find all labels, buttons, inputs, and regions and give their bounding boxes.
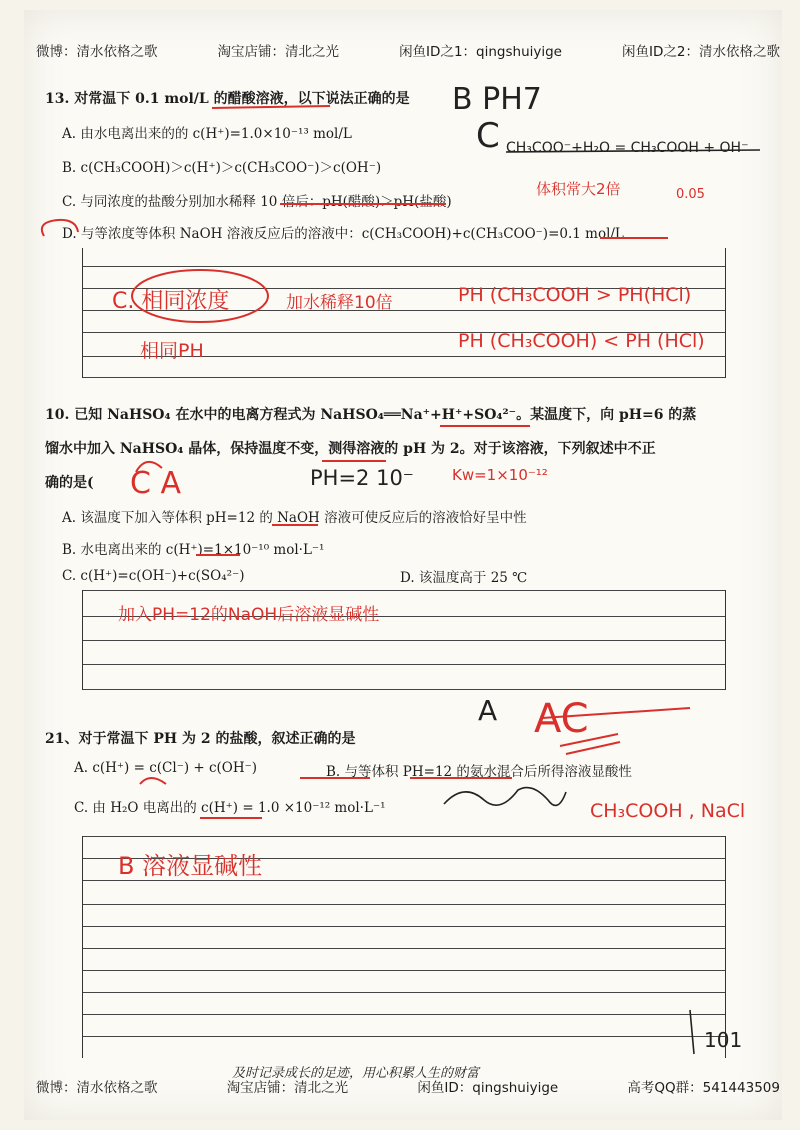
page-mark: 101 (704, 1028, 743, 1052)
q13-stem: 13. 对常温下 0.1 mol/L 的醋酸溶液，以下说法正确的是 (45, 91, 410, 107)
footer-xianyu: 闲鱼ID：qingshuiyige (417, 1080, 559, 1096)
hw-q21-ac: AC (534, 696, 589, 742)
q21-option-c: C. 由 H₂O 电离出的 c(H⁺) = 1.0 ×10⁻¹² mol·L⁻¹ (74, 800, 386, 816)
hw-q13-equation: CH₃COO⁻+H₂O = CH₃COOH + OH⁻ (506, 140, 749, 156)
q10-option-c: C. c(H⁺)=c(OH⁻)+c(SO₄²⁻) (62, 568, 245, 584)
hw-q13-line2-a: 相同PH (140, 340, 204, 362)
header-taobao: 淘宝店铺：清北之光 (217, 44, 340, 60)
footer-qq: 高考QQ群：541443509 (627, 1080, 780, 1096)
q10-option-a: A. 该温度下加入等体积 pH=12 的 NaOH 溶液可使反应后的溶液恰好呈中性 (62, 510, 527, 526)
hw-q13-line1-c: PH (CH₃COOH > PH(HCl) (458, 284, 692, 306)
hw-q13-line2-b: PH (CH₃COOH) < PH (HCl) (458, 330, 705, 352)
q10-option-d: D. 该温度高于 25 ℃ (400, 570, 528, 586)
hw-q13-c: C (476, 116, 500, 156)
hw-q10-ph: PH=2 10⁻ (310, 466, 414, 490)
hw-q13-answer: B PH7 (452, 82, 542, 117)
hw-q13-line1-b: 加水稀释10倍 (286, 293, 393, 313)
footer-weibo: 微博：清水依格之歌 (36, 1080, 158, 1096)
hw-q10-ca: C A (130, 466, 182, 501)
hw-q21-a: A (478, 694, 498, 727)
hw-q10-note: 加入PH=12的NaOH后溶液显碱性 (118, 605, 380, 625)
header-xianyu2: 闲鱼ID之2：清水依格之歌 (622, 44, 780, 60)
hw-q13-note: 体积常大2倍 (536, 180, 621, 198)
header-xianyu1: 闲鱼ID之1：qingshuiyige (399, 44, 562, 60)
hw-q21-mix: CH₃COOH , NaCl (590, 800, 746, 822)
hw-q13-line1-a: C. 相同浓度 (112, 289, 230, 314)
footer-slogan: 及时记录成长的足迹，用心积累人生的财富 (232, 1066, 480, 1081)
q13-option-c: C. 与同浓度的盐酸分别加水稀释 10 倍后：pH(醋酸)＞pH(盐酸) (62, 194, 452, 210)
q13-option-b: B. c(CH₃COOH)＞c(H⁺)＞c(CH₃COO⁻)＞c(OH⁻) (62, 160, 382, 176)
q10-stem-line3: 确的是( (45, 475, 94, 491)
hw-q13-005: 0.05 (676, 187, 705, 202)
q21-option-b: B. 与等体积 PH=12 的氨水混合后所得溶液显酸性 (326, 764, 632, 780)
q13-option-d: D. 与等浓度等体积 NaOH 溶液反应后的溶液中：c(CH₃COOH)+c(CH₃COO⁻)=0.1 mol/L (62, 226, 624, 242)
q13-option-a: A. 由水电离出来的的 c(H⁺)=1.0×10⁻¹³ mol/L (62, 126, 352, 142)
footer-taobao: 淘宝店铺：清北之光 (226, 1080, 349, 1096)
q21-stem: 21、对于常温下 PH 为 2 的盐酸，叙述正确的是 (45, 731, 356, 747)
q10-stem-line1: 10. 已知 NaHSO₄ 在水中的电离方程式为 NaHSO₄══Na⁺+H⁺+SO₄²⁻。某温度下，向 pH=6 的蒸 (45, 407, 697, 423)
hw-q21-b: B 溶液显碱性 (118, 852, 263, 880)
q10-stem-line2: 馏水中加入 NaHSO₄ 晶体，保持温度不变，测得溶液的 pH 为 2。对于该溶液，下列叙述中不正 (45, 441, 656, 457)
hw-q10-kw: Kw=1×10⁻¹² (452, 466, 548, 484)
header-weibo: 微博：清水依格之歌 (36, 44, 158, 60)
q10-option-b: B. 水电离出来的 c(H⁺)=1×10⁻¹⁰ mol·L⁻¹ (62, 542, 325, 558)
q21-option-a: A. c(H⁺) = c(Cl⁻) + c(OH⁻) (74, 760, 258, 776)
